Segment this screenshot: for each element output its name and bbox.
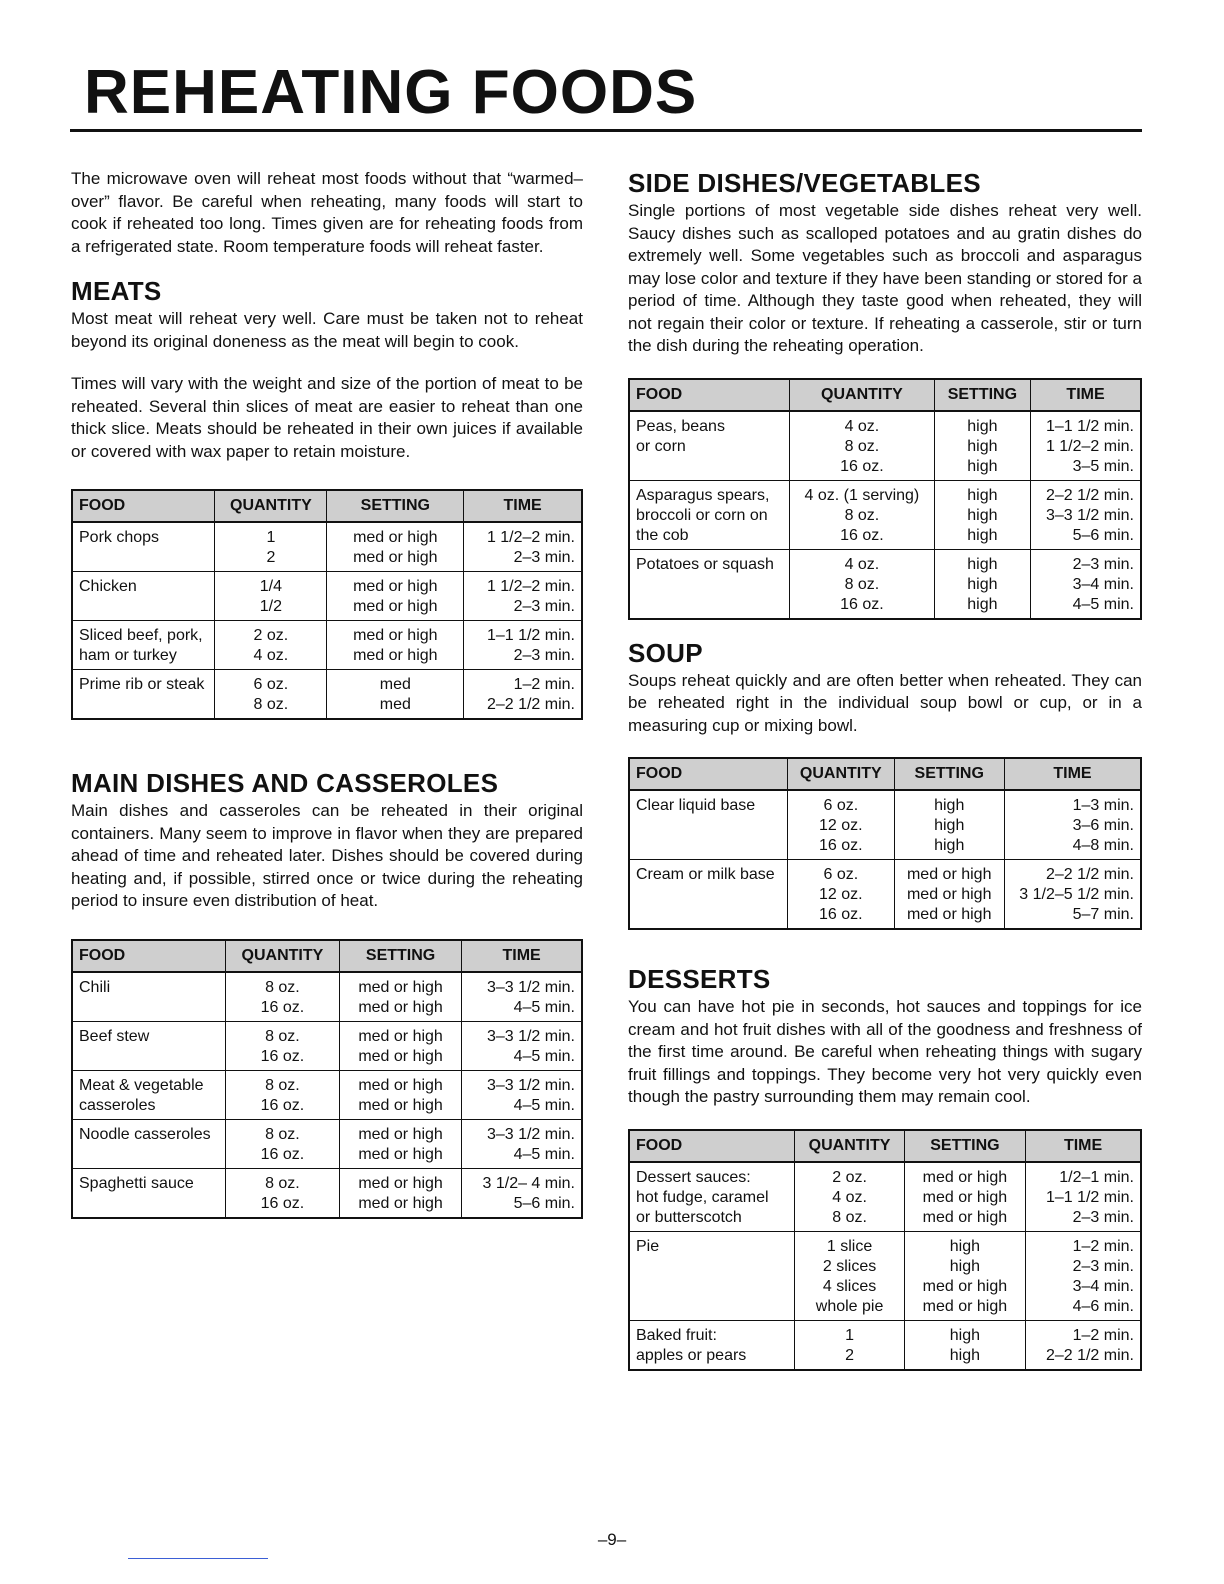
time-cell: 2–3 min. 3–4 min. 4–5 min. [1031,549,1141,619]
main-dishes-section [71,768,583,1219]
side-dishes-section [628,168,1142,620]
column-header-quantity: QUANTITY [215,490,327,522]
time-cell: 3–3 1/2 min. 4–5 min. [462,1021,582,1070]
column-header-food: FOOD [72,490,215,522]
quantity-cell: 1/4 1/2 [215,572,327,621]
column-header-food: FOOD [72,940,225,972]
page-title: REHEATING FOODS [84,58,698,127]
table-row [629,549,1141,619]
food-cell: Noodle casseroles [72,1119,225,1168]
desserts-paragraph: You can have hot pie in seconds, hot sauces and toppings for ice cream and hot fruit dishes with all of the goodness and freshness of the first time around. Be careful when reheating things with sugary fruit fillings and toppings. They become very hot very quickly even though the pastry surrounding them may remain cool. [628,997,1142,1106]
setting-cell: med or high med or high [327,621,464,670]
table-row [72,1168,582,1218]
meats-table [71,489,583,720]
food-cell: Baked fruit: apples or pears [629,1320,795,1370]
soup-heading: SOUP [628,637,703,668]
column-header-quantity: QUANTITY [795,1130,904,1162]
meats-section [71,276,583,720]
table-row [72,572,582,621]
meats-paragraph-2: Times will vary with the weight and size of the portion of meat to be reheated. Several thin slices of meat are easier to reheat than one thick slice. Meats should be reheated in their own juices if available or covered with wax paper to retain moisture. [71,374,583,461]
column-header-time: TIME [1031,379,1141,411]
table-row [629,790,1141,860]
food-cell: Prime rib or steak [72,670,215,720]
desserts-heading: DESSERTS [628,964,771,994]
time-cell: 1–2 min. 2–3 min. 3–4 min. 4–6 min. [1026,1231,1141,1320]
setting-cell: med med [327,670,464,720]
quantity-cell: 8 oz. 16 oz. [225,1070,339,1119]
soup-paragraph: Soups reheat quickly and are often better when reheated. They can be reheated right in the individual soup bowl or cup, or in a measuring cup or mixing bowl. [628,670,1142,735]
quantity-cell: 4 oz. 8 oz. 16 oz. [790,549,935,619]
quantity-cell: 4 oz. (1 serving) 8 oz. 16 oz. [790,480,935,549]
food-cell: Meat & vegetable casseroles [72,1070,225,1119]
table-row [72,1021,582,1070]
main-dishes-heading: MAIN DISHES AND CASSEROLES [71,768,499,798]
food-cell: Clear liquid base [629,790,788,860]
table-row [629,1162,1141,1232]
time-cell: 2–2 1/2 min. 3–3 1/2 min. 5–6 min. [1031,480,1141,549]
column-header-time: TIME [462,940,582,972]
setting-cell: med or high med or high [327,522,464,572]
setting-cell: high high high [934,411,1030,481]
food-cell: Pork chops [72,522,215,572]
column-header-time: TIME [464,490,582,522]
column-header-quantity: QUANTITY [790,379,935,411]
footer-rule [128,1558,268,1559]
setting-cell: med or high med or high [339,1021,461,1070]
intro-paragraph: The microwave oven will reheat most foods without that “warmed–over” flavor. Be careful when reheating, many foods will start to cook if reheated too long. Times given are for reheating foods from a refrigerated state. Room temperature foods will reheat faster. [71,169,583,256]
soup-section [628,638,1142,931]
table-header-row [629,379,1141,411]
meats-paragraph-1: Most meat will reheat very well. Care must be taken not to reheat beyond its original doneness as the meat will begin to cook. [71,309,583,351]
quantity-cell: 6 oz. 8 oz. [215,670,327,720]
quantity-cell: 8 oz. 16 oz. [225,1168,339,1218]
quantity-cell: 8 oz. 16 oz. [225,1119,339,1168]
column-header-time: TIME [1004,758,1141,790]
food-cell: Cream or milk base [629,860,788,930]
column-header-quantity: QUANTITY [788,758,894,790]
food-cell: Potatoes or squash [629,549,790,619]
table-row [72,522,582,572]
food-cell: Sliced beef, pork, ham or turkey [72,621,215,670]
main-dishes-paragraph: Main dishes and casseroles can be reheated in their original containers. Many seem to improve in flavor when they are prepared ahead of time and reheated later. Dishes should be covered during heating and, if possible, stirred once or twice during the reheating period to insure even distribution of heat. [71,801,583,910]
table-row [72,670,582,720]
time-cell: 3–3 1/2 min. 4–5 min. [462,972,582,1022]
title-rule [70,129,1142,132]
table-header-row [629,1130,1141,1162]
time-cell: 1–2 min. 2–2 1/2 min. [1026,1320,1141,1370]
table-header-row [72,940,582,972]
column-header-setting: SETTING [894,758,1004,790]
setting-cell: med or high med or high [327,572,464,621]
time-cell: 2–2 1/2 min. 3 1/2–5 1/2 min. 5–7 min. [1004,860,1141,930]
setting-cell: med or high med or high [339,972,461,1022]
column-header-time: TIME [1026,1130,1141,1162]
column-header-setting: SETTING [934,379,1030,411]
setting-cell: med or high med or high [339,1070,461,1119]
table-row [629,860,1141,930]
quantity-cell: 4 oz. 8 oz. 16 oz. [790,411,935,481]
quantity-cell: 2 oz. 4 oz. 8 oz. [795,1162,904,1232]
table-row [629,411,1141,481]
quantity-cell: 8 oz. 16 oz. [225,972,339,1022]
column-header-quantity: QUANTITY [225,940,339,972]
side-dishes-table [628,378,1142,620]
food-cell: Asparagus spears, broccoli or corn on the cob [629,480,790,549]
page-number: –9– [597,1530,627,1549]
table-row [72,1119,582,1168]
column-header-food: FOOD [629,379,790,411]
time-cell: 1 1/2–2 min. 2–3 min. [464,522,582,572]
quantity-cell: 1 slice 2 slices 4 slices whole pie [795,1231,904,1320]
quantity-cell: 8 oz. 16 oz. [225,1021,339,1070]
left-column [71,168,583,1237]
food-cell: Peas, beans or corn [629,411,790,481]
time-cell: 1–1 1/2 min. 1 1/2–2 min. 3–5 min. [1031,411,1141,481]
right-column [628,168,1142,1389]
column-header-setting: SETTING [339,940,461,972]
time-cell: 1–2 min. 2–2 1/2 min. [464,670,582,720]
column-header-food: FOOD [629,758,788,790]
table-row [629,1320,1141,1370]
time-cell: 1–3 min. 3–6 min. 4–8 min. [1004,790,1141,860]
setting-cell: med or high med or high med or high [904,1162,1025,1232]
column-header-food: FOOD [629,1130,795,1162]
setting-cell: high high [904,1320,1025,1370]
quantity-cell: 2 oz. 4 oz. [215,621,327,670]
quantity-cell: 6 oz. 12 oz. 16 oz. [788,860,894,930]
soup-table [628,757,1142,930]
time-cell: 1 1/2–2 min. 2–3 min. [464,572,582,621]
food-cell: Dessert sauces: hot fudge, caramel or butterscotch [629,1162,795,1232]
quantity-cell: 6 oz. 12 oz. 16 oz. [788,790,894,860]
table-row [72,972,582,1022]
setting-cell: med or high med or high [339,1119,461,1168]
table-row [629,1231,1141,1320]
setting-cell: high high high [894,790,1004,860]
table-row [72,1070,582,1119]
setting-cell: med or high med or high [339,1168,461,1218]
table-header-row [72,490,582,522]
side-dishes-paragraph: Single portions of most vegetable side dishes reheat very well. Saucy dishes such as scalloped potatoes and au gratin dishes do extremely well. Some vegetables such as broccoli and asparagus may lose color and texture if they have been standing or stored for a period of time. Although they taste good when reheated, they will not regain their color or texture. If reheating a casserole, stir or turn the dish during the reheating operation. [628,201,1142,355]
column-header-setting: SETTING [904,1130,1025,1162]
time-cell: 3 1/2– 4 min. 5–6 min. [462,1168,582,1218]
desserts-section [628,964,1142,1371]
time-cell: 1/2–1 min. 1–1 1/2 min. 2–3 min. [1026,1162,1141,1232]
quantity-cell: 1 2 [795,1320,904,1370]
setting-cell: high high med or high med or high [904,1231,1025,1320]
time-cell: 3–3 1/2 min. 4–5 min. [462,1070,582,1119]
main-dishes-table [71,939,583,1219]
time-cell: 3–3 1/2 min. 4–5 min. [462,1119,582,1168]
setting-cell: high high high [934,480,1030,549]
table-row [629,480,1141,549]
food-cell: Chili [72,972,225,1022]
food-cell: Beef stew [72,1021,225,1070]
meats-heading: MEATS [71,276,162,306]
food-cell: Pie [629,1231,795,1320]
desserts-table [628,1129,1142,1371]
time-cell: 1–1 1/2 min. 2–3 min. [464,621,582,670]
column-header-setting: SETTING [327,490,464,522]
table-header-row [629,758,1141,790]
setting-cell: high high high [934,549,1030,619]
table-row [72,621,582,670]
food-cell: Spaghetti sauce [72,1168,225,1218]
quantity-cell: 1 2 [215,522,327,572]
food-cell: Chicken [72,572,215,621]
setting-cell: med or high med or high med or high [894,860,1004,930]
side-dishes-heading: SIDE DISHES/VEGETABLES [628,168,981,198]
